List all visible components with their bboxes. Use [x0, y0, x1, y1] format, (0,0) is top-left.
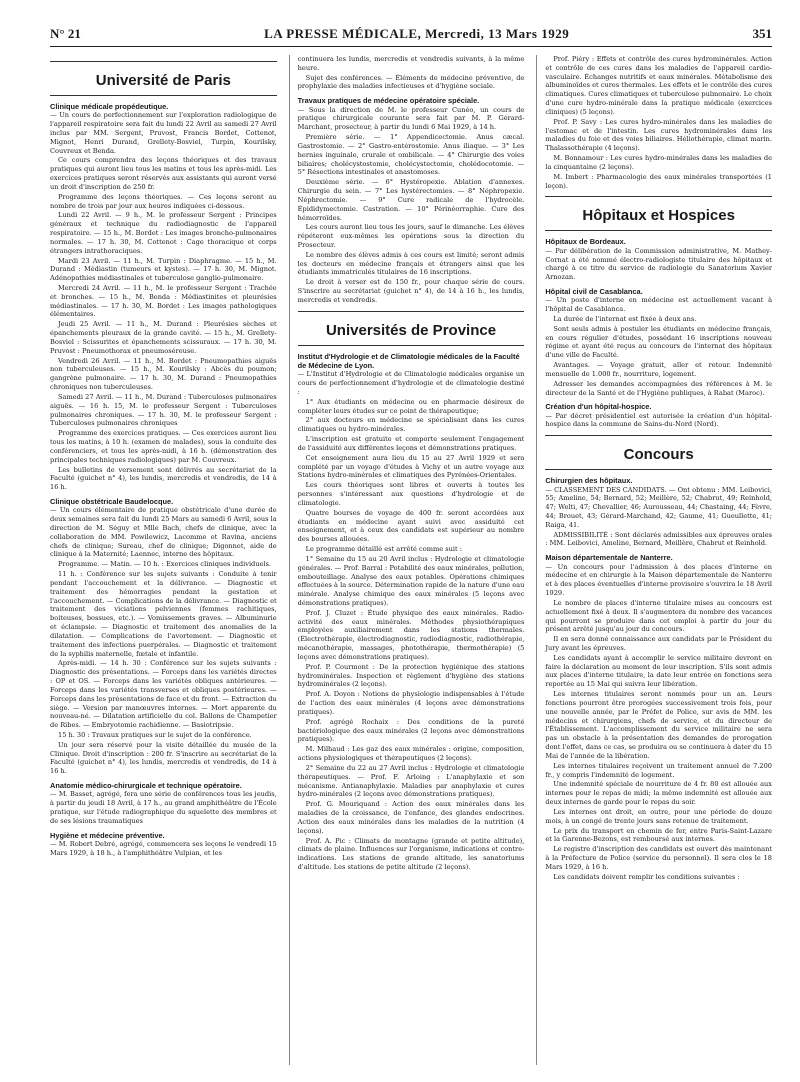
paragraph: Le registre d'inscription des candidats est ouvert dès maintenant à la Préfecture de Police (service du personnel). Il sera clos le 18 Mars 1929, à 16 h. [545, 845, 772, 871]
paragraph: Les candidats doivent remplir les conditions suivantes : [553, 872, 740, 881]
paragraph: Prof. P. Savy : Les cures hydro-minérales dans les maladies de l'estomac et de l'intestin. Les cures hydrominérales dans les maladies du foie et des voies biliaires. Héliothérapie, climat marin. Thalassothérapie (4 leçons). [545, 117, 772, 153]
paragraph: M. Bonnamour : Les cures hydro-minérales dans les maladies de la cinquantaine (2 leçons). [545, 154, 772, 171]
paragraph: Prof. A. Doyon : Notions de physiologie indispensables à l'étude de l'action des eaux minérales (4 leçons avec démonstrations pratiques). [297, 690, 525, 716]
article-title: Maison départementale de Nanterre. [545, 553, 673, 563]
article-title: Hôpitaux de Bordeaux. [545, 237, 626, 247]
paragraph: M. Milhaud : Les gaz des eaux minérales : origine, composition, actions physiologiques et thérapeutiques (2 leçons). [297, 745, 525, 763]
paragraph: 2° Semaine du 22 au 27 Avril inclus : Hydrologie et climatologie thérapeutiques. — Prof. F. Arloing : L'anaphylaxie et son mécanisme. Antianaphylaxie. Maladies par anaphylaxie et cures hydro-minérales (2 leçons avec démonstrations pratiques). [297, 763, 525, 799]
paragraph: continuera les lundis, mercredis et vendredis suivants, à la même heure. [297, 55, 525, 72]
paragraph: Prof. agrégé Rochaix : Des conditions de la pureté bactériologique des eaux minérales (2 leçons avec démonstrations pratiques). [297, 717, 525, 744]
article-title: Hôpital civil de Casablanca. [545, 286, 643, 296]
paragraph: Ce cours comprendra des leçons théoriques et des travaux pratiques qui auront lieu tous les matins et tous les après-midi. Les exercices pratiques seront réservés aux assistants qui auront versé un droit d'inscription de 250 fr. [50, 156, 277, 191]
paragraph: Le droit à verser est de 150 fr., pour chaque série de cours. S'inscrire au secrétariat (guichet n° 4), de 14 à 16 h., les lundis, mercredis et vendredis. [297, 278, 525, 304]
paragraph: 11 h. : Conférence sur les sujets suivants : Conduite à tenir pendant l'accouchement et la délivrance. — Diagnostic et traitement des hémorragies pendant la gestation et l'accouchement. — Complications de la délivrance. — Diagnostic et traitement des viciations pelviennes (femmes rachitiques, boiteuses, bossues, etc.). — Vomissements graves. — Albuminurie et éclampsie. — Diagnostic et traitement des anomalies de la dilatation. — Complications de l'avortement. — Diagnostic et traitement des infections puerpérales. — Diagnostic et traitement de la syphilis maternelle, fœtale et infantile. [50, 570, 277, 658]
paragraph: Sujet des conférences. — Éléments de médecine préventive, de prophylaxie des maladies infectieuses et d'hygiène sociale. [297, 73, 525, 91]
article-title: Clinique obstétricale Baudelocque. [50, 497, 174, 507]
paragraph: Samedi 27 Avril. — 11 h., M. Durand : Tuberculoses pulmonaires aiguës. — 16 h. 15, M. le professeur Sergent : Tuberculoses pulmonaires chroniques. — 17 h. 30, M. le professeur Sergent : Tuberculoses pulmonaires chroniques [50, 392, 277, 428]
paragraph: Avantages. — Voyage gratuit, aller et retour. Indemnité mensuelle de 1.000 fr., nourriture, logement. [545, 361, 772, 378]
paragraph: Vendredi 26 Avril. — 11 h., M. Bordet : Pneumopathies aiguës non tuberculeuses. — 15 h., M. Kourilsky : Abcès du poumon; gangrène pulmonaire. — 17 h. 30, M. Durand : Pneumopathies chroniques non tuberculeuses. [50, 356, 277, 392]
paragraph: — Un cours élémentaire de pratique obstétricale d'une durée de deux semaines sera fait du lundi 25 Mars au samedi 6 Avril, sous la direction de M. Séguy et Mlle Bach, chefs de clinique, avec la collaboration de MM. Powilewicz, Lacomme et Ravina, anciens chefs de clinique; Sureau, chef de clinique; Digonnet, aide de clinique à la Maternité; Laennec, interne des hôpitaux. [50, 506, 277, 559]
paragraph: Les cours auront lieu tous les jours, sauf le dimanche. Les élèves répéteront eux-mêmes les opérations sous la direction du Prosecteur. [297, 223, 525, 249]
paragraph: Adresser les demandes accompagnées des références à M. le directeur de la Santé et de l'Hygiène publiques, à Rabat (Maroc). [545, 379, 772, 397]
paragraph: — Par décret présidentiel est autorisée la création d'un hôpital-hospice dans la commune de Sains-du-Nord (Nord). [545, 411, 772, 429]
paragraph: Les internes ont droit, en outre, pour une période de douze mois, à un congé de trente jours sans retenue de traitement. [545, 807, 772, 825]
divider [545, 230, 772, 231]
paragraph: Prof. P. Courmont : De la protection hygiénique des stations hydrominérales. Inspection et règlement d'hygiène des stations hydrominérales (2 leçons). [297, 662, 525, 689]
paragraph: Les bulletins de versement sont délivrés au secrétariat de la Faculté (guichet n° 4), les lundis, mercredis et vendredis, de 14 à 16 h. [50, 465, 277, 492]
paragraph: Programme des exercices pratiques. — Ces exercices auront lieu tous les matins, à 10 h. (examen de malades), sous la conduite des conférenciers, et tous les après-midi, à 16 h. (démonstration des principales techniques radiologiques) par M. Couvreux. [50, 429, 277, 464]
page-number: 351 [752, 26, 772, 41]
paragraph: — M. Basset, agrégé, fera une série de conférences tous les jeudis, à partir du jeudi 18 Avril, à 17 h., au grand amphithéâtre de l'École pratique, sur l'étude radiographique du squelette des membres et de ses lésions traumatiques [50, 790, 277, 825]
paragraph: Après-midi. — 14 h. 30 : Conférence sur les sujets suivants : Diagnostic des présentations. — Forceps dans les variétés directes : OP et OS. — Forceps dans les variétés obliques antérieures. — Forceps dans les variétés transverses et obliques postérieures. — Forceps dans les présentations de face et du front. — Extraction du siège. — Version par manœuvres internes. — Mort apparente du nouveau-né. — Dilatation artificielle du col. Ballons de Champetier de Ribes. — Embryotomie rachidienne. — Basiotripsie. [50, 659, 277, 730]
paragraph: L'inscription est gratuite et comporte seulement l'engagement de l'assiduité aux différentes leçons et démonstrations pratiques. [297, 435, 525, 452]
paragraph: Jeudi 25 Avril. — 11 h., M. Durand : Pleurésies sèches et épanchements pleuraux de la grande cavité. — 15 h., M. Grellety-Bosviel : Scissurites et épanchements scissuraux. — 17 h. 30, M. Pruvost : Pneumothorax et pneumoséreuse. [50, 320, 277, 355]
paragraph: Première série. — 1° Appendicectomie. Anus cæcal. Gastrostomie. — 2° Gastro-entérostomie. Anus iliaque. — 3° Les hernies inguinale, crurale et ombilicale. — 4° Chirurgie des voies biliaires; cholécystostomie, cholécystectomie, cholédocotomie. — 5° Résections intestinales et anastomoses. [297, 133, 525, 177]
divider [50, 61, 277, 62]
issue-number: N° 21 [50, 26, 81, 41]
column-3 [536, 55, 772, 1065]
paragraph: Le programme détaillé est arrêté comme suit : [305, 545, 462, 554]
paragraph: ADMISSIBILITÉ : Sont déclarés admissibles aux épreuves orales : MM. Leibovici, Ameline, Bernard, Meillère, Chabrut et Reinhold. [545, 530, 772, 548]
paragraph: Il en sera donné connaissance aux candidats par le Président du Jury avant les épreuves. [545, 635, 772, 652]
paragraph: Cet enseignement aura lieu du 15 au 27 Avril 1929 et sera complété par un voyage d'études à Vichy et un autre voyage aux Stations hydro-minérales et climatiques des Pyrénées-Orientales. [297, 453, 525, 480]
paragraph: Le prix du transport en chemin de fer, entre Paris-Saint-Lazare et la Garenne-Bezons, est remboursé aux internes. [545, 826, 772, 844]
article-title: Institut d'Hydrologie et de Climatologie médicales de la Faculté de Médecine de Lyon. [297, 351, 520, 371]
divider [298, 311, 525, 312]
paragraph: Les candidats ayant à accomplir le service militaire devront en faire la déclaration au moment de leur inscription. S'ils sont admis aux places d'interne titulaire, la date leur entrée en fonctions sera reportée au 15 Mai qui suivra leur libération. [545, 653, 772, 689]
paragraph: — Sous la direction de M. le professeur Cunéo, un cours de pratique chirurgicale courante sera fait par M. P. Gérard-Marchant, prosecteur, à partir du lundi 6 Mai 1929, à 14 h. [297, 105, 525, 132]
divider [545, 196, 772, 197]
paragraph: — Un cours de perfectionnement sur l'exploration radiologique de l'appareil respiratoire sera fait du lundi 22 Avril au samedi 27 Avril inclus par MM. Sergent, Pruvost, Francis Bordet, Cottenot, Mignot, Henri Durand, Grellety-Bosviel, Turpin, Kourilsky, Couvreux et Benda. [50, 111, 277, 155]
divider [298, 345, 525, 346]
paragraph: 1° Semaine du 15 au 20 Avril inclus : Hydrologie et climatologie générales. — Prof. Barral : Potabilité des eaux minérales, pollution, embouteillage. Analyse des eaux potables. Opérations chimiques effectuées à la source. Détermination rapide de la nature d'une eau minérale. Analyse chimique des eaux minérales (5 leçons avec démonstrations pratiques). [297, 554, 525, 607]
article-title: Chirurgien des hôpitaux. [545, 476, 633, 486]
columns [50, 55, 772, 1065]
paragraph: 2° aux docteurs en médecine se spécialisant dans les cures climatiques ou hydro-minérales. [297, 416, 525, 434]
paragraph: — Un poste d'interne en médecine est actuellement vacant à l'hôpital de Casablanca. [545, 296, 772, 314]
paragraph: — Un concours pour l'admission à des places d'interne en médecine et en chirurgie à la Maison départementale de Nanterre et à des places éventuelles d'interne provisoire s'ouvrira le 18 Avril 1929. [545, 562, 772, 598]
section-title-hopitaux: Hôpitaux et Hospices [582, 207, 735, 225]
paragraph: Le nombre des élèves admis à ces cours est limité; seront admis les docteurs en médecine français et étrangers ainsi que les étudiants immatriculés titulaires de 16 inscriptions. [297, 250, 525, 277]
paragraph: Quatre bourses de voyage de 400 fr. seront accordées aux étudiants en médecine ayant suivi avec assiduité cet enseignement, et à ceux des candidats est supérieur au nombre des bourses allouées. [297, 508, 525, 544]
paragraph: Le nombre de places d'interne titulaire mises au concours est actuellement fixé à deux. Il s'augmentera du nombre des vacances qui pourront se produire dans cet emploi à partir du jour du présent arrêté jusqu'au jour du concours. [545, 598, 772, 634]
paragraph: — L'Institut d'Hydrologie et de Climatologie médicales organise un cours de perfectionnement d'hydrologie et de climatologie destiné : [297, 370, 525, 396]
article-title: Création d'un hôpital-hospice. [545, 402, 652, 412]
paragraph: — M. Robert Debré, agrégé, commencera ses leçons le vendredi 15 Mars 1929, à 18 h., à l'amphithéâtre Vulpian, et les [50, 839, 277, 857]
article-title: Clinique médicale propédeutique. [50, 102, 169, 111]
paragraph: Sont seuls admis à postuler les étudiants en médecine français, en cours régulier d'études, possédant 16 inscriptions nouveau régime et ayant été reçus au concours de l'internat des hôpitaux d'une ville de Faculté. [545, 324, 772, 360]
paragraph: Deuxième série. — 6° Hystéropexie. Ablation d'annexes. Chirurgie du sein. — 7° Les hystérectomies. — 8° Néphropexie. Néphrectomie. — 9° Cure radicale de l'hydrocèle. Épididymectomie. Castration. — 10° Périnéorraphie. Cure des hémorroïdes. [297, 178, 525, 222]
section-title-province: Universités de Province [325, 321, 497, 339]
paragraph: Prof. Piéry : Effets et contrôle des cures hydrominérales. Action et contrôle de ces cures dans les maladies de l'appareil cardio-vasculaire. Échanges nutritifs et eaux minérales. Métabolisme des albuminoïdes et cures thermales. Les effets et le contrôle des cures climatiques. Cures climatiques et tuberculose pulmonaire. Le choix d'une cure hydro-minérale dans la pratique médicale (exercices cliniques) (5 leçons). [545, 55, 772, 116]
paragraph: Lundi 22 Avril. — 9 h., M. le professeur Sergent : Principes généraux et technique du radiodiagnostic de l'appareil respiratoire. — 15 h., M. Bordet : Les images broncho-pulmonaires normales. — 17 h. 30, M. Cottenot : Cage thoracique et corps étrangers intrathoraciques. [50, 211, 277, 255]
paragraph: 1° Aux étudiants en médecine ou en pharmacie désireux de compléter leurs études sur ce point de thérapeutique; [297, 397, 525, 415]
paragraph: Un jour sera réservé pour la visite détaillée du musée de la Clinique. Droit d'inscription : 200 fr. S'inscrire au secrétariat de la Faculté (guichet n° 4), les lundis, mercredis et vendredis, de 14 à 16 h. [50, 740, 277, 776]
section-title-paris: Université de Paris [95, 72, 231, 89]
paragraph: Mardi 23 Avril. — 11 h., M. Turpin : Diaphragme. — 15 h., M. Durand : Médiastin (tumeurs et kystes). — 17 h. 30, M. Mignot. Adénopathies médiastinales et tuberculose ganglio-pulmonaire. [50, 256, 277, 283]
article-title: Hygiène et médecine préventive. [50, 830, 165, 840]
paragraph: Prof. J. Cluzet : Étude physique des eaux minérales. Radio-activité des eaux minérales. Méthodes physiothérapiques employées auxiliairement dans les stations thermales. (Électrothérapie, électrodiagnostic, radiodiagnostic, radiothérapie, mécanothérapie, massages, photothérapie, thermothérapie) (5 leçons avec démonstrations pratiques). [297, 608, 525, 661]
journal-title: LA PRESSE MÉDICALE, Mercredi, 13 Mars 1929 [264, 26, 570, 41]
paragraph: Prof. A. Pic : Climats de montagne (grande et petite altitude), climats de plaine. Influences sur l'organisme, indications et contre-indications. Les stations de grande altitude, les sanatoriums d'altitude. Les stations de petite altitude (2 leçons). [297, 836, 525, 871]
paragraph: Mercredi 24 Avril. — 11 h., M. le professeur Sergent : Trachée et bronches. — 15 h., M. Benda : Médiastinites et pleurésies médiastinales. — 17 h. 30, M. Bordet : Les images pathologiques élémentaires. [50, 283, 277, 319]
paragraph: Programme des leçons théoriques. — Ces leçons seront au nombre de trois par jour aux heures indiquées ci-dessous. [50, 192, 277, 210]
page-header [50, 26, 772, 47]
divider [50, 95, 277, 96]
paragraph: Une indemnité spéciale de nourriture de 4 fr. 80 est allouée aux internes pour le repas de midi; la même indemnité est allouée aux deux internes de garde pour le repas du soir. [545, 780, 772, 807]
section-title-concours: Concours [623, 446, 694, 464]
divider [545, 469, 772, 470]
column-2 [289, 55, 525, 1065]
paragraph: La durée de l'internat est fixée à deux ans. [553, 314, 697, 323]
paragraph: Les internes titulaires reçoivent un traitement annuel de 7.200 fr., y compris l'indemnité de logement. [545, 761, 772, 779]
article-title: Anatomie médico-chirurgicale et technique opératoire. [50, 781, 242, 791]
column-1 [50, 55, 277, 1065]
paragraph: M. Imbert : Pharmacologie des eaux minérales transportées (1 leçon). [545, 172, 772, 190]
paragraph: Programme. — Matin. — 10 h. : Exercices cliniques individuels. [58, 560, 272, 569]
paragraph: Les cours théoriques sont libres et ouverts à toutes les personnes s'intéressant aux questions d'hydrologie et de climatologie. [297, 481, 525, 507]
divider [545, 435, 772, 436]
paragraph: Prof. G. Mouriquand : Action des eaux minérales dans les maladies de la croissance, de l'enfance, des glandes endocrines. Action des eaux minérales dans les maladies de la nutrition (4 leçons). [297, 800, 525, 835]
paragraph: — CLASSEMENT DES CANDIDATS. — Ont obtenu : MM. Leibovici, 55; Ameline, 54; Bernard, 52; Meillère, 52; Chabrut, 49; Reinhold, 47; Welti, 47; Chevallier, 46; Aurousseau, 44; Chastaing, 44; Fèvre, 44; Brouet, 43; Gérard-Marchand, 42; Gaume, 41; Gueullette, 41; Raiga, 41. [545, 485, 772, 529]
paragraph: — Par délibération de la Commission administrative, M. Mathey-Cornat a été nommé électro-radiologiste titulaire des hôpitaux et chargé à ce titre du service de radiologie du Sanatorium Xavier Arnozan. [545, 246, 772, 282]
paragraph: Les internes titulaires seront nommés pour un an. Leurs fonctions pourront être prorogées successivement trois fois, pour une nouvelle année, par le Préfet de Police, sur avis de MM. les médecins et chirurgiens, chefs de service, et du directeur de l'Établissement. L'accomplissement du service militaire ne sera pas un obstacle à la présentation des demandes de prorogation dont l'effet, dans ce cas, se produira ou se continuera à dater du 15 Mai de l'année de la libération. [545, 690, 772, 760]
paragraph: 15 h. 30 : Travaux pratiques sur le sujet de la conférence. [58, 730, 252, 739]
article-title: Travaux pratiques de médecine opératoire spéciale. [297, 96, 480, 106]
